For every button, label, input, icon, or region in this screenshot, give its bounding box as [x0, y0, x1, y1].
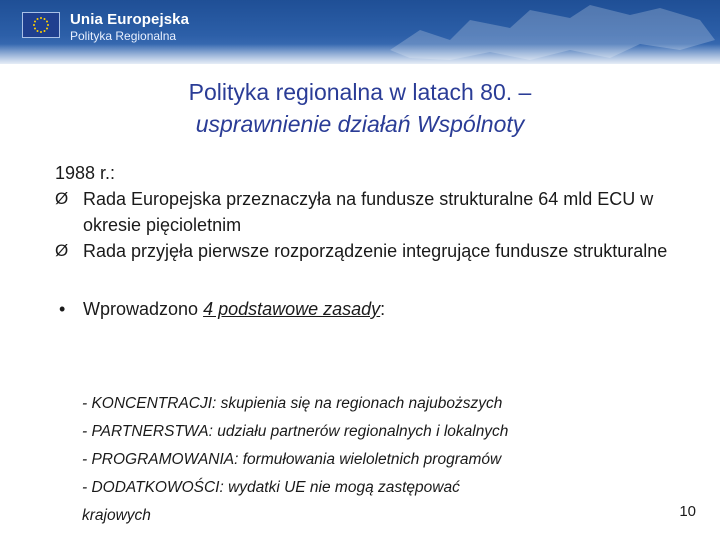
- principle-item: - DODATKOWOŚCI: wydatki UE nie mogą zastępować: [82, 479, 460, 496]
- bullet-emphasis: 4 podstawowe zasady: [203, 299, 381, 319]
- arrow-bullet-icon: Ø: [55, 241, 69, 260]
- arrow-item: [55, 238, 695, 264]
- arrow-item: [55, 186, 695, 238]
- principle-item: - PARTNERSTWA: udziału partnerów regionalnych i lokalnych: [82, 423, 509, 440]
- arrow-item-text: Rada przyjęła pierwsze rozporządzenie integrujące fundusze strukturalne: [83, 241, 668, 261]
- bullet-dot-icon: •: [59, 299, 66, 319]
- slide-body: [55, 160, 695, 322]
- bullet-item: [55, 296, 695, 322]
- arrow-item-text: Rada Europejska przeznaczyła na fundusze strukturalne 64 mld ECU w okresie pięcioletnim: [83, 189, 654, 235]
- principle-item: krajowych: [82, 507, 151, 524]
- eu-flag-icon: [22, 12, 60, 38]
- slide-title: [60, 76, 660, 140]
- header-fade: [0, 44, 720, 64]
- brand-title: Unia Europejska: [70, 11, 190, 28]
- header-band: [0, 0, 720, 64]
- brand-subtitle: Polityka Regionalna: [70, 29, 177, 43]
- bullet-prefix: Wprowadzono: [83, 299, 204, 319]
- principles-list: [82, 390, 682, 530]
- slide-title-line1: Polityka regionalna w latach 80. –: [188, 79, 532, 105]
- year-label: 1988 r.:: [55, 163, 116, 183]
- slide-title-line2: usprawnienie działań Wspólnoty: [195, 111, 525, 137]
- arrow-bullet-icon: Ø: [55, 189, 69, 208]
- bullet-suffix: :: [380, 299, 386, 319]
- principle-item: - KONCENTRACJI: skupienia się na regionach najuboższych: [82, 395, 503, 412]
- page-number: 10: [679, 503, 696, 520]
- principle-item: - PROGRAMOWANIA: formułowania wieloletnich programów: [82, 451, 502, 468]
